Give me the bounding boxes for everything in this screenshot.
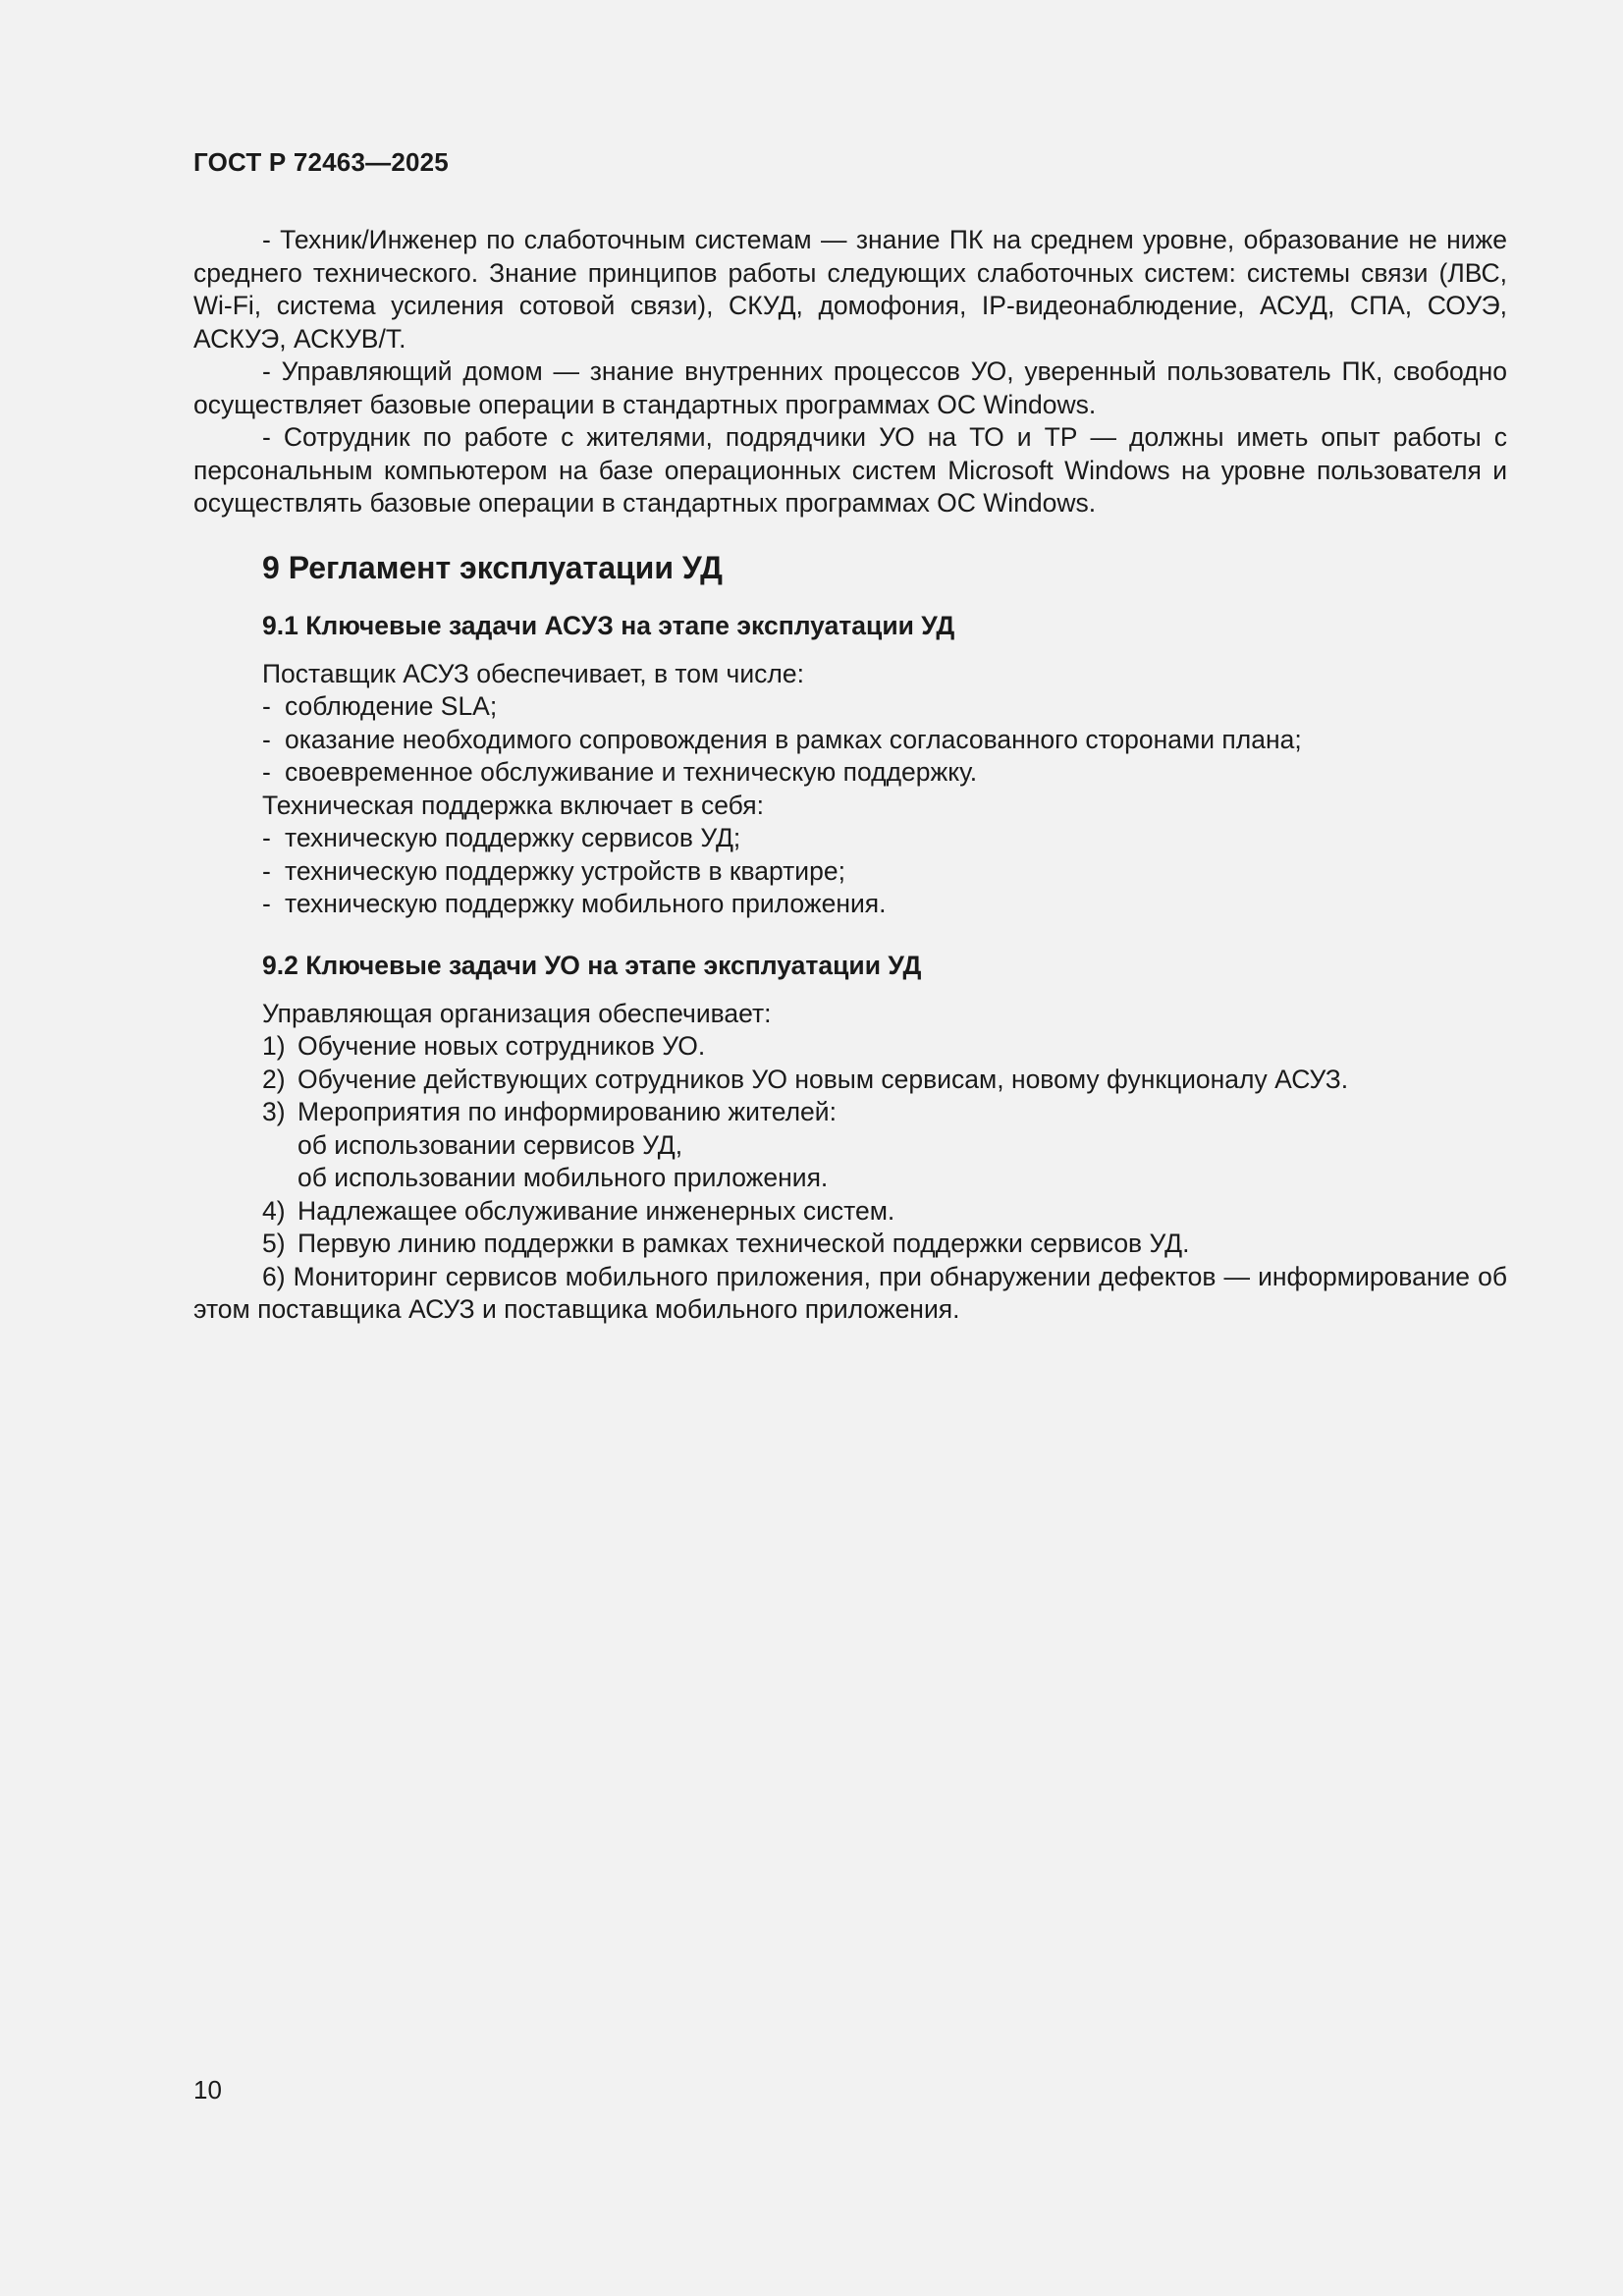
numbered-item-1: 1) Обучение новых сотрудников УО. [262,1031,706,1061]
sub-item: об использовании сервисов УД, [298,1129,683,1160]
section-9-2-title: 9.2 Ключевые задачи УО на этапе эксплуатации УД [262,950,922,980]
section-9-1-title: 9.1 Ключевые задачи АСУЗ на этапе эксплуатации УД [262,610,955,640]
section-9-title: 9 Регламент эксплуатации УД [262,549,723,585]
list-item: - техническую поддержку мобильного приложения. [262,889,887,918]
numbered-item-6: 6) Мониторинг сервисов мобильного приложения, при обнаружении дефектов — информирование об этом поставщика АСУЗ и поставщика мобильного приложения. [193,1261,1507,1324]
paragraph-resident-staff: - Сотрудник по работе с жителями, подрядчики УО на ТО и ТР — должны иметь опыт работы с персональным компьютером на базе операционных систем Microsoft Windows на уровне пользователя и осуществлять базовые операции в стандартных программах ОС Windows. [193,422,1507,518]
numbered-item-4: 4) Надлежащее обслуживание инженерных систем. [262,1195,895,1226]
list-item: - соблюдение SLA; [262,691,498,721]
paragraph-engineer: - Техник/Инженер по слаботочным системам — знание ПК на среднем уровне, образование не ниже среднего технического. Знание принципов работы следующих слаботочных систем: системы связи (ЛВС, Wi-Fi, система усиления сотовой связи), СКУД, домофония, IP-видеонаблюдение, АСУД, СПА, СОУЭ, АСКУЭ, АСКУВ/Т. [193,225,1507,354]
list-item: - техническую поддержку устройств в квартире; [262,855,845,886]
document-header: ГОСТ Р 72463—2025 [193,147,449,177]
numbered-item-2: 2) Обучение действующих сотрудников УО новым сервисам, новому функционалу АСУЗ. [262,1064,1349,1094]
section-9-1-lead: Поставщик АСУЗ обеспечивает, в том числе: [262,658,804,688]
section-9-1-lead-2: Техническая поддержка включает в себя: [262,790,764,820]
page-number: 10 [193,2075,222,2105]
section-9-2-lead: Управляющая организация обеспечивает: [262,998,772,1028]
list-item: - своевременное обслуживание и техническую поддержку. [262,757,978,787]
list-item: - техническую поддержку сервисов УД; [262,823,741,852]
numbered-item-5: 5) Первую линию поддержки в рамках технической поддержки сервисов УД. [262,1229,1190,1258]
sub-item: об использовании мобильного приложения. [298,1163,829,1192]
document-body [193,224,1507,1327]
paragraph-house-manager: - Управляющий домом — знание внутренних процессов УО, уверенный пользователь ПК, свободно осуществляет базовые операции в стандартных программах ОС Windows. [193,356,1507,419]
list-item: - оказание необходимого сопровождения в рамках согласованного сторонами плана; [262,724,1302,754]
numbered-item-3: 3) Мероприятия по информированию жителей: [262,1097,837,1126]
